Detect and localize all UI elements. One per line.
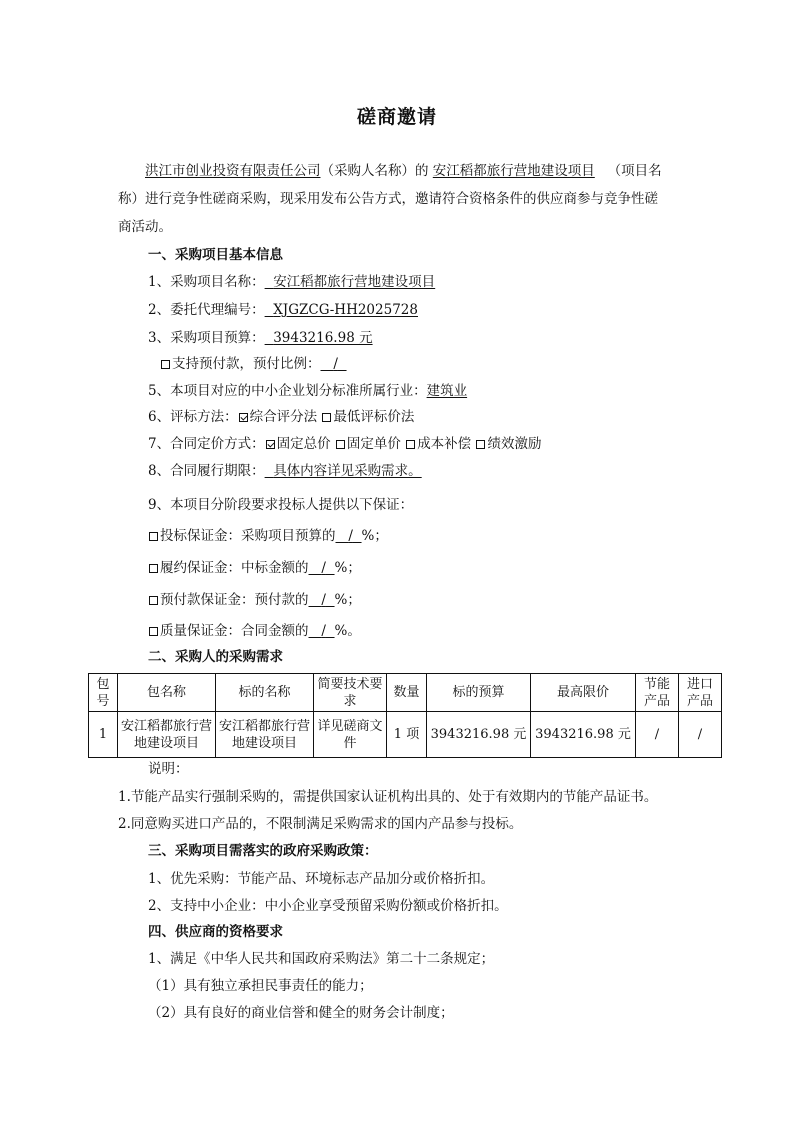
project-name-label: 1、采购项目名称： — [148, 274, 265, 290]
header-cell: 进口产品 — [679, 674, 722, 712]
header-cell: 包名称 — [118, 674, 216, 712]
quality-bond-row — [148, 622, 361, 640]
budget-value: 3943216.98 元 — [273, 330, 373, 346]
agency-code-value: XJGZCG-HH2025728 — [273, 302, 418, 318]
table-cell: 1 项 — [387, 712, 427, 758]
table-cell: 3943216.98 元 — [531, 712, 636, 758]
note-energy-saving: 1.节能产品实行强制采购的，需提供国家认证机构出具的、处于有效期内的节能产品证书。 — [118, 789, 658, 805]
bid-bond-percent: %； — [361, 528, 388, 544]
prepay-checkbox[interactable] — [161, 360, 170, 369]
guarantee-intro: 9、本项目分阶段要求投标人提供以下保证： — [148, 497, 414, 513]
section2-heading: 二、采购人的采购需求 — [148, 649, 283, 665]
industry-label: 5、本项目对应的中小企业划分标准所属行业： — [148, 383, 427, 399]
performance-bond-value: / — [321, 560, 326, 576]
header-cell: 简要技术要求 — [314, 674, 387, 712]
eval-comprehensive-checkbox[interactable] — [239, 413, 248, 422]
table-cell: 安江稻都旅行营地建设项目 — [118, 712, 216, 758]
header-cell: 最高限价 — [531, 674, 636, 712]
performance-bond-row — [148, 559, 361, 577]
table-cell: / — [636, 712, 679, 758]
purchaser-note: （采购人名称）的 — [320, 163, 429, 179]
purchaser-name: 洪江市创业投资有限责任公司 — [145, 163, 321, 179]
industry-row — [148, 382, 467, 400]
header-cell: 包号 — [89, 674, 118, 712]
quality-bond-value: / — [321, 623, 326, 639]
fixed-unit-checkbox[interactable] — [336, 440, 345, 449]
bid-bond-value: / — [348, 528, 353, 544]
header-cell: 数量 — [387, 674, 427, 712]
performance-incentive-label: 绩效激励 — [487, 436, 542, 452]
cost-compensation-label: 成本补偿 — [417, 436, 472, 452]
qualification-sub2: （2）具有良好的商业信誉和健全的财务会计制度； — [148, 1005, 454, 1021]
agency-code-label: 2、委托代理编号： — [148, 302, 265, 318]
performance-bond-label: 履约保证金：中标金额的 — [160, 560, 309, 576]
table-header-row — [89, 674, 722, 712]
section1-heading: 一、采购项目基本信息 — [148, 247, 283, 263]
prepay-label: 支持预付款，预付比例： — [172, 356, 321, 372]
requirements-table — [88, 673, 722, 758]
policy-sme: 2、支持中小企业：中小企业享受预留采购份额或价格折扣。 — [148, 898, 508, 914]
contract-period-label: 8、合同履行期限： — [148, 463, 265, 479]
table-cell: 安江稻都旅行营地建设项目 — [216, 712, 314, 758]
section4-heading: 四、供应商的资格要求 — [148, 924, 283, 940]
pricing-row — [148, 435, 541, 453]
prepay-row — [160, 355, 347, 373]
project-name: 安江稻都旅行营地建设项目 — [432, 163, 595, 179]
performance-bond-checkbox[interactable] — [149, 564, 158, 573]
fixed-total-checkbox[interactable] — [266, 440, 275, 449]
quality-bond-label: 质量保证金：合同金额的 — [160, 623, 309, 639]
qualification-sub1: （1）具有独立承担民事责任的能力； — [148, 978, 373, 994]
advance-bond-label: 预付款保证金：预付款的 — [160, 592, 309, 608]
prepay-value: / — [333, 356, 338, 372]
intro-line-2: 称）进行竞争性磋商采购，现采用发布公告方式，邀请符合资格条件的供应商参与竞争性磋 — [118, 191, 658, 207]
evaluation-label: 6、评标方法： — [148, 409, 238, 425]
note-label: 说明： — [148, 761, 189, 777]
policy-priority: 1、优先采购：节能产品、环境标志产品加分或价格折扣。 — [148, 871, 495, 887]
qualification-law: 1、满足《中华人民共和国政府采购法》第二十二条规定； — [148, 951, 495, 967]
advance-bond-percent: %； — [334, 592, 361, 608]
budget-row — [148, 329, 373, 347]
evaluation-row — [148, 408, 414, 426]
agency-code-row — [148, 301, 418, 319]
contract-period-value: 具体内容详见采购需求。 — [273, 463, 422, 479]
header-cell: 标的预算 — [427, 674, 531, 712]
quality-bond-percent: %。 — [334, 623, 361, 639]
header-cell: 标的名称 — [216, 674, 314, 712]
project-name-value: 安江稻都旅行营地建设项目 — [273, 274, 436, 290]
fixed-unit-label: 固定单价 — [346, 436, 401, 452]
project-note: （项目名 — [607, 163, 662, 179]
quality-bond-checkbox[interactable] — [149, 627, 158, 636]
bid-bond-row — [148, 527, 388, 545]
industry-value: 建筑业 — [426, 383, 468, 399]
intro-line-3: 商活动。 — [118, 219, 172, 235]
bid-bond-checkbox[interactable] — [149, 532, 158, 541]
section3-heading: 三、采购项目需落实的政府采购政策： — [148, 843, 378, 859]
advance-bond-checkbox[interactable] — [149, 596, 158, 605]
table-row — [89, 712, 722, 758]
cost-compensation-checkbox[interactable] — [406, 440, 415, 449]
performance-bond-percent: %； — [334, 560, 361, 576]
pricing-label: 7、合同定价方式： — [148, 436, 265, 452]
intro-line-1 — [145, 162, 662, 180]
contract-period-row — [148, 462, 422, 480]
bid-bond-label: 投标保证金：采购项目预算的 — [160, 528, 336, 544]
page-title: 磋商邀请 — [357, 106, 438, 128]
table-cell: 1 — [89, 712, 118, 758]
project-name-row — [148, 273, 435, 291]
table-cell: 3943216.98 元 — [427, 712, 531, 758]
performance-incentive-checkbox[interactable] — [476, 440, 485, 449]
table-cell: / — [679, 712, 722, 758]
eval-lowest-price-label: 最低评标价法 — [333, 409, 415, 425]
table-cell: 详见磋商文件 — [314, 712, 387, 758]
fixed-total-label: 固定总价 — [276, 436, 331, 452]
advance-bond-value: / — [321, 592, 326, 608]
header-cell: 节能产品 — [636, 674, 679, 712]
eval-comprehensive-label: 综合评分法 — [249, 409, 318, 425]
note-imported: 2.同意购买进口产品的，不限制满足采购需求的国内产品参与投标。 — [118, 816, 523, 832]
advance-bond-row — [148, 591, 361, 609]
budget-label: 3、采购项目预算： — [148, 330, 265, 346]
eval-lowest-price-checkbox[interactable] — [322, 413, 331, 422]
